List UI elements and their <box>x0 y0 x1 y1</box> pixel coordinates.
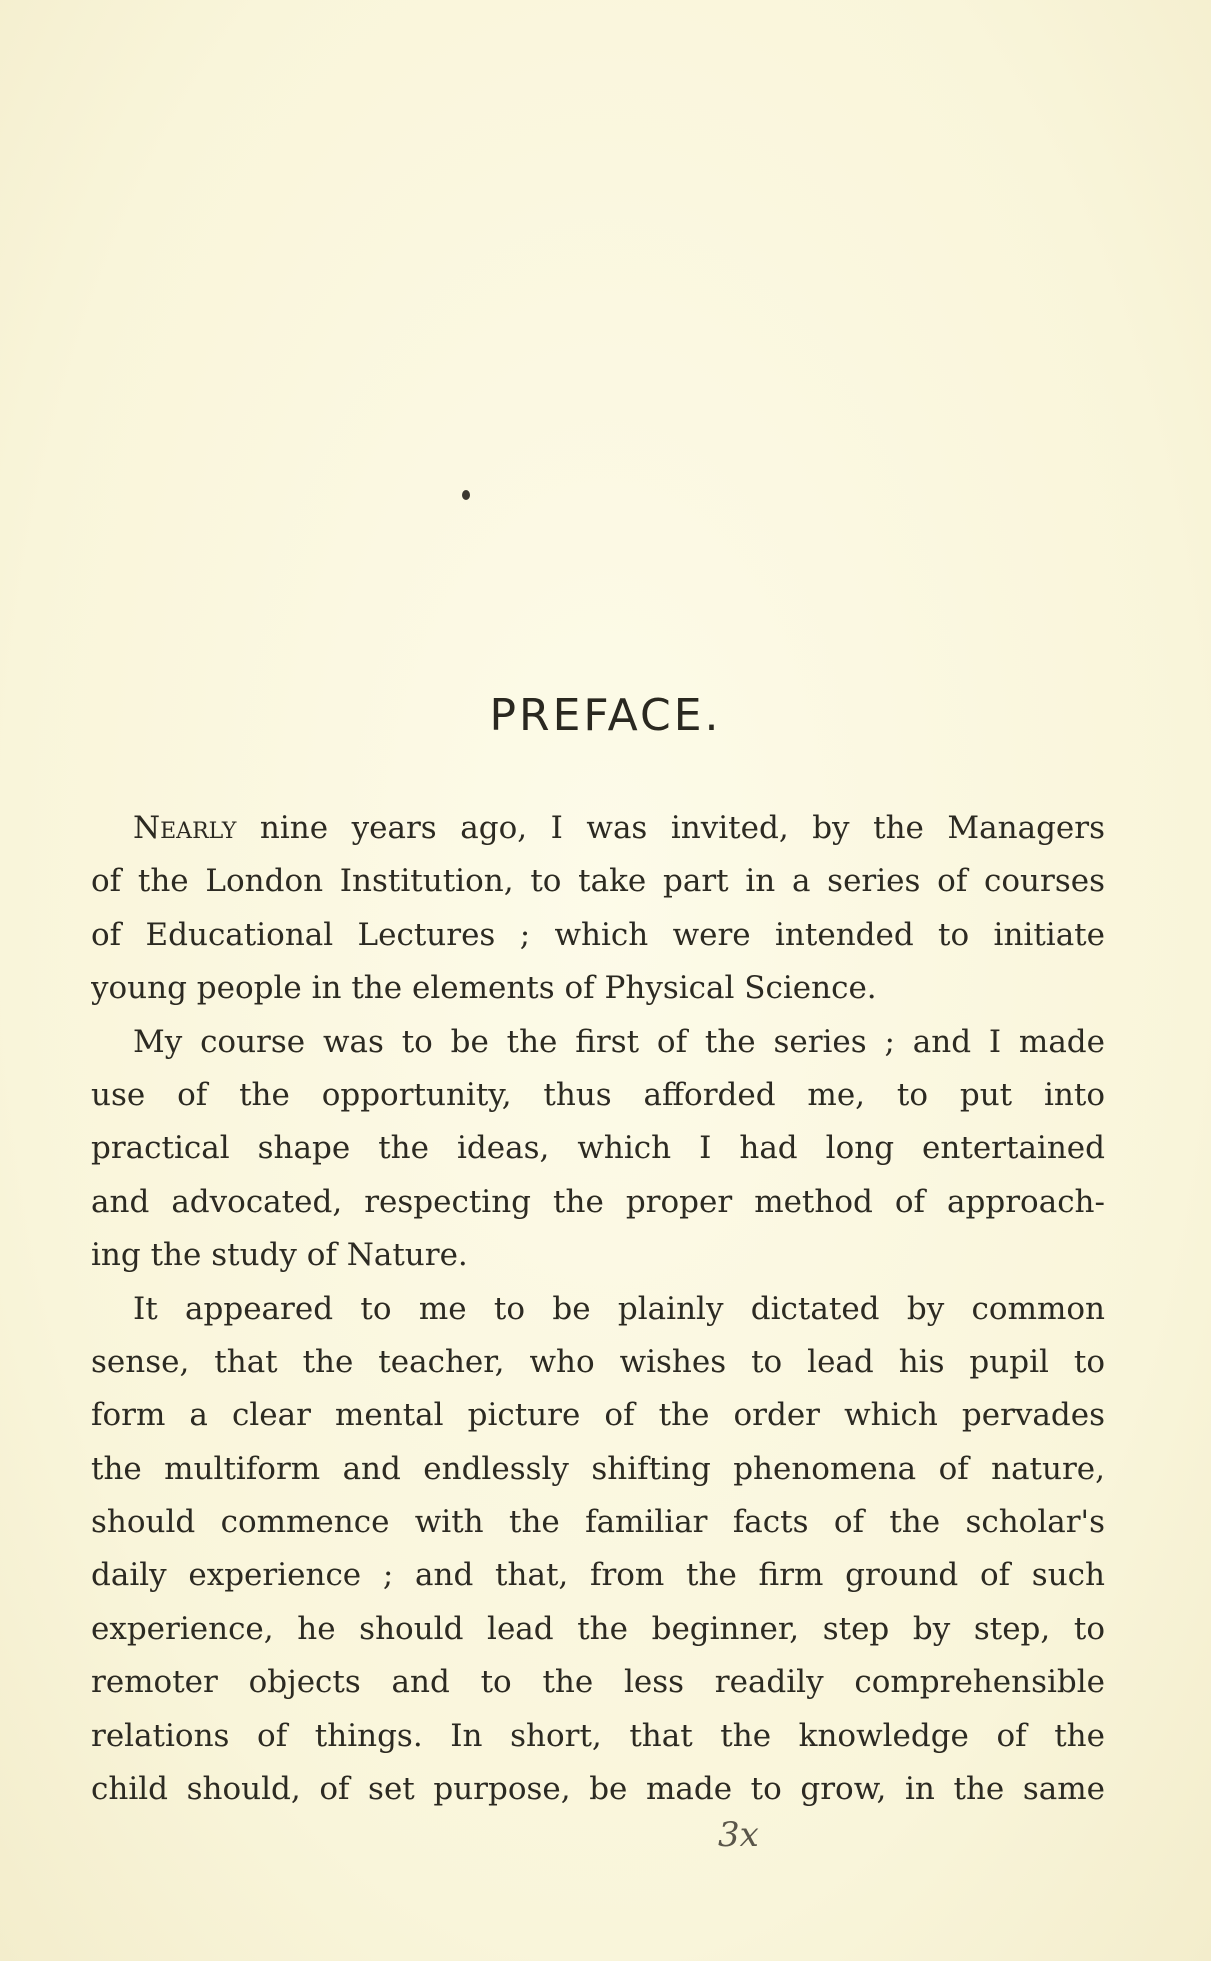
text-line: the multiform and endlessly shifting phenomena of nature, <box>91 1450 1105 1487</box>
text-line: of Educational Lectures ; which were intended to initiate <box>91 916 1105 953</box>
text-line: should commence with the familiar facts of the scholar's <box>91 1504 1105 1541</box>
text-line: use of the opportunity, thus afforded me, to put into <box>91 1076 1105 1113</box>
paragraph-1 <box>91 802 1105 1016</box>
text-line <box>91 802 1105 855</box>
paragraph-2 <box>91 1016 1105 1283</box>
page-title: PREFACE. <box>489 690 722 741</box>
text-line: child should, of set purpose, be made to grow, in the same <box>91 1771 1105 1808</box>
lead-word: Nearly <box>133 810 237 846</box>
text-line: daily experience ; and that, from the firm ground of such <box>91 1557 1105 1594</box>
ornament-dot <box>462 490 470 500</box>
preface-body <box>91 802 1105 1816</box>
paragraph-3 <box>91 1283 1105 1817</box>
handwritten-mark: 3x <box>718 1815 759 1855</box>
text-line: young people in the elements of Physical Science. <box>91 970 877 1007</box>
text-line: practical shape the ideas, which I had long entertained <box>91 1130 1105 1167</box>
text-line-content: nine years ago, I was invited, by the Managers <box>236 810 1105 846</box>
text-line: My course was to be the first of the series ; and I made <box>133 1023 1105 1060</box>
text-line: of the London Institution, to take part in a series of courses <box>91 863 1105 900</box>
text-line: and advocated, respecting the proper method of approach- <box>91 1183 1105 1220</box>
text-line: It appeared to me to be plainly dictated by common <box>133 1290 1105 1327</box>
text-line: relations of things. In short, that the knowledge of the <box>91 1717 1105 1754</box>
text-line: sense, that the teacher, who wishes to lead his pupil to <box>91 1343 1105 1380</box>
text-line: form a clear mental picture of the order which pervades <box>91 1397 1105 1434</box>
text-line: experience, he should lead the beginner, step by step, to <box>91 1610 1105 1647</box>
text-line: remoter objects and to the less readily comprehensible <box>91 1664 1105 1701</box>
text-line: ing the study of Nature. <box>91 1237 468 1274</box>
